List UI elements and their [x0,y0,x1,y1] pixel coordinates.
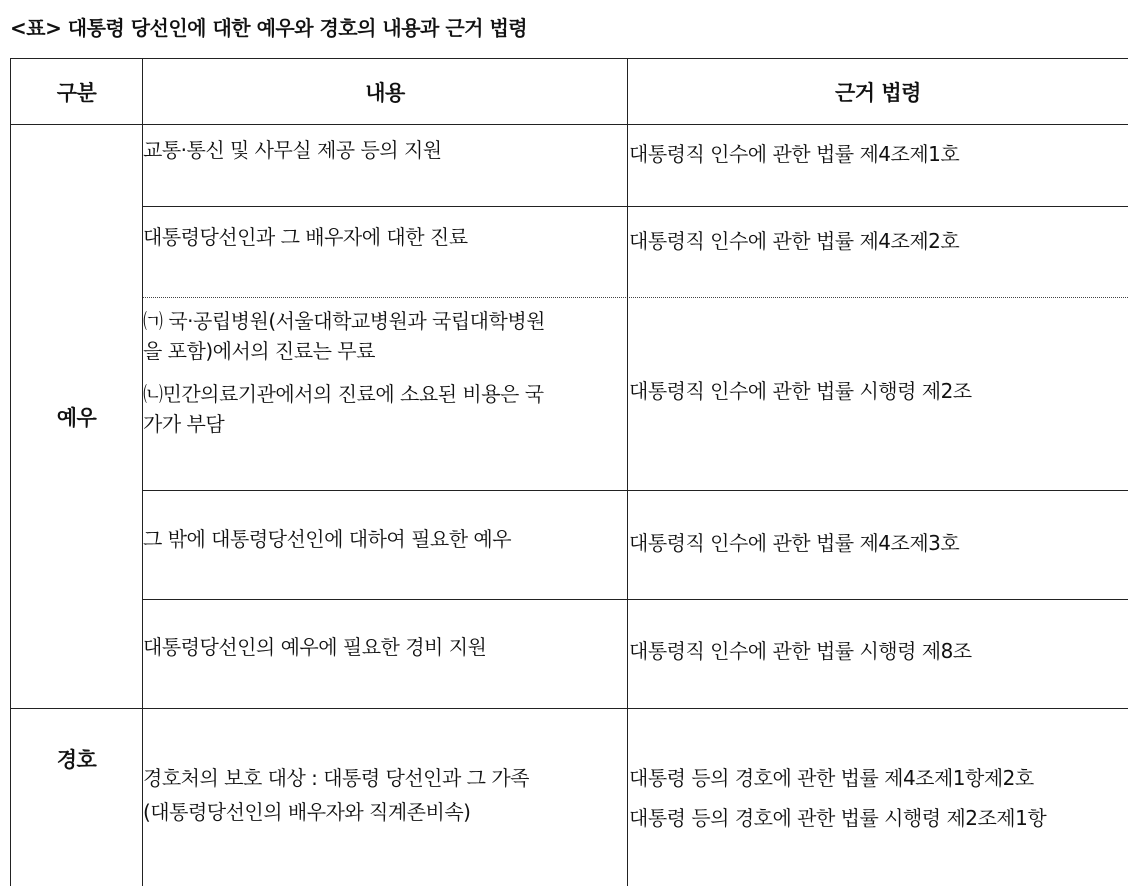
content-line: (대통령당선인의 배우자와 직계존비속) [143,800,471,824]
content-cell: 교통·통신 및 사무실 제공 등의 지원 [143,138,442,162]
content-cell: 대통령당선인과 그 배우자에 대한 진료 [143,225,468,249]
row-divider [142,206,1128,207]
category-courtesy: 예우 [56,405,97,430]
category-security: 경호 [56,748,97,772]
legal-table [10,58,1128,886]
law-line: 대통령 등의 경호에 관한 법률 시행령 제2조제1항 [629,806,1047,830]
content-line: 을 포함)에서의 진료는 무료 [143,339,375,363]
row-divider [142,297,1128,298]
law-cell: 대통령직 인수에 관한 법률 시행령 제8조 [629,639,972,663]
header-bottom-border [10,124,1128,125]
law-line: 대통령 등의 경호에 관한 법률 제4조제1항제2호 [629,766,1034,790]
content-line: 가가 부담 [143,412,225,436]
header-law: 근거 법령 [835,80,921,105]
column-divider [142,58,143,886]
law-cell: 대통령직 인수에 관한 법률 제4조제3호 [629,531,960,555]
content-cell: 대통령당선인의 예우에 필요한 경비 지원 [143,635,487,659]
content-line: ㈀ 국·공립병원(서울대학교병원과 국립대학병원 [143,309,545,333]
law-cell: 대통령직 인수에 관한 법률 제4조제2호 [629,229,960,253]
law-cell: 대통령직 인수에 관한 법률 시행령 제2조 [629,379,972,403]
law-cell [629,763,1128,833]
row-divider [142,490,1128,491]
content-cell: 그 밖에 대통령당선인에 대하여 필요한 예우 [143,527,512,551]
header-category: 구분 [56,80,97,105]
law-cell: 대통령직 인수에 관한 법률 제4조제1호 [629,142,960,166]
table-title: <표> 대통령 당선인에 대한 예우와 경호의 내용과 근거 법령 [10,16,528,40]
header-content: 내용 [365,80,405,105]
content-cell [143,763,627,827]
row-divider [142,599,1128,600]
content-line: 경호처의 보호 대상 : 대통령 당선인과 그 가족 [143,766,529,790]
section-divider [10,708,1128,709]
content-cell [143,306,627,439]
content-line: ㈁민간의료기관에서의 진료에 소요된 비용은 국 [143,382,544,406]
column-divider [627,58,628,886]
